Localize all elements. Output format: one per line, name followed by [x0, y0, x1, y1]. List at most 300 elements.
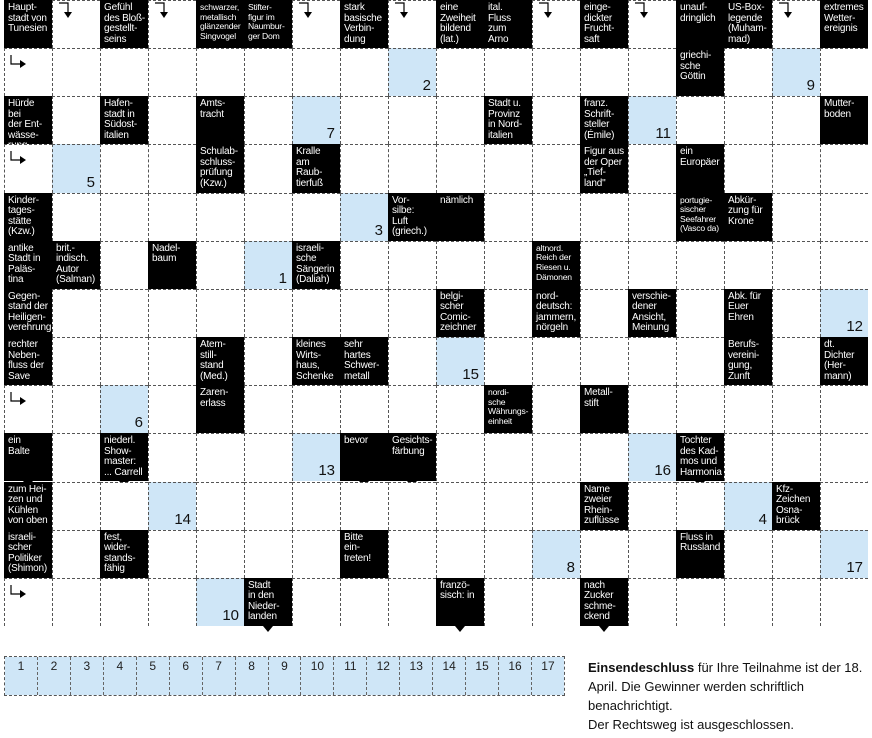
- clue-text: franzö- sisch: in: [440, 579, 475, 602]
- clue-cell: [4, 193, 52, 241]
- solution-letter-cell[interactable]: [100, 385, 148, 433]
- solution-number: 16: [654, 462, 671, 480]
- solution-number: 4: [758, 510, 767, 528]
- solution-number: 2: [422, 77, 431, 95]
- answer-cell[interactable]: [532, 144, 580, 192]
- clue-cell: [820, 96, 868, 144]
- clue-text: einge- dickter Frucht- saft: [584, 2, 615, 45]
- solution-number: 11: [655, 125, 671, 143]
- answer-cell[interactable]: [580, 193, 628, 241]
- answer-cell[interactable]: [484, 433, 532, 481]
- answer-cell[interactable]: [532, 96, 580, 144]
- answer-cell[interactable]: [820, 385, 868, 433]
- solution-letter-cell[interactable]: [628, 433, 676, 481]
- answer-cell[interactable]: [532, 578, 580, 626]
- solution-box[interactable]: 15: [465, 657, 498, 695]
- clue-cell: [340, 530, 388, 578]
- clue-cell: [340, 337, 388, 385]
- answer-cell[interactable]: [676, 578, 724, 626]
- clue-text: Kralle am Raub- tierfuß: [296, 146, 323, 189]
- answer-cell[interactable]: [148, 96, 196, 144]
- clue-cell: [724, 193, 772, 241]
- clue-cell: [292, 144, 340, 192]
- answer-cell[interactable]: [52, 289, 100, 337]
- clue-cell: [820, 337, 868, 385]
- solution-letter-cell[interactable]: [628, 96, 676, 144]
- answer-cell[interactable]: [196, 433, 244, 481]
- answer-cell[interactable]: [628, 193, 676, 241]
- clue-cell: [196, 337, 244, 385]
- answer-cell[interactable]: [292, 482, 340, 530]
- answer-cell[interactable]: [340, 241, 388, 289]
- clue-cell: [100, 530, 148, 578]
- solution-letter-cell[interactable]: [340, 193, 388, 241]
- notice-line1: für Ihre Teilnahme ist der 18. April. Die Gewinner werden schriftlich benachrichtigt.: [588, 660, 863, 713]
- answer-cell[interactable]: [340, 482, 388, 530]
- answer-cell[interactable]: [772, 144, 820, 192]
- answer-cell[interactable]: [52, 193, 100, 241]
- crossword-grid: [4, 0, 868, 626]
- answer-cell[interactable]: [628, 48, 676, 96]
- answer-cell[interactable]: [100, 193, 148, 241]
- answer-cell[interactable]: [820, 482, 868, 530]
- solution-box[interactable]: 4: [103, 657, 136, 695]
- solution-letter-cell[interactable]: [292, 96, 340, 144]
- clue-cell: [676, 193, 724, 241]
- answer-cell[interactable]: [148, 144, 196, 192]
- clue-text: unauf- dringlich: [680, 2, 716, 24]
- answer-cell[interactable]: [724, 433, 772, 481]
- answer-cell[interactable]: [532, 385, 580, 433]
- answer-cell[interactable]: [628, 337, 676, 385]
- answer-cell[interactable]: [724, 144, 772, 192]
- answer-cell[interactable]: [292, 578, 340, 626]
- solution-letter-cell[interactable]: [724, 482, 772, 530]
- answer-cell[interactable]: [100, 337, 148, 385]
- solution-number: 6: [134, 414, 143, 432]
- clue-text: Schulab- schluss- prüfung (Kzw.): [200, 146, 238, 189]
- clue-text: belgi- scher Comic- zeichner: [440, 290, 477, 334]
- answer-cell[interactable]: [724, 385, 772, 433]
- clue-cell: [820, 0, 868, 48]
- arrow-down-icon: [778, 2, 798, 27]
- clue-text: Vor- silbe: Luft (griech.): [392, 194, 427, 238]
- clue-cell: [676, 530, 724, 578]
- answer-cell[interactable]: [292, 530, 340, 578]
- arrow-down-icon: [634, 2, 654, 27]
- clue-cell: [676, 144, 724, 192]
- answer-cell[interactable]: [292, 289, 340, 337]
- clue-cell: [580, 144, 628, 192]
- arrow-right-icon: [10, 54, 30, 79]
- clue-cell: [772, 482, 820, 530]
- clue-text: nordi- sche Währungs- einheit: [488, 387, 529, 426]
- solution-box[interactable]: 16: [498, 657, 531, 695]
- answer-cell[interactable]: [148, 193, 196, 241]
- clue-text: Zaren- erlass: [200, 387, 229, 409]
- answer-cell[interactable]: [292, 193, 340, 241]
- arrow-right-icon: [10, 584, 30, 609]
- answer-cell[interactable]: [196, 289, 244, 337]
- answer-cell[interactable]: [484, 144, 532, 192]
- answer-cell[interactable]: [244, 289, 292, 337]
- solution-letter-cell[interactable]: [244, 241, 292, 289]
- answer-cell[interactable]: [676, 241, 724, 289]
- answer-cell[interactable]: [244, 48, 292, 96]
- answer-cell[interactable]: [484, 530, 532, 578]
- solution-word-strip: [4, 656, 565, 696]
- answer-cell[interactable]: [292, 385, 340, 433]
- solution-letter-cell[interactable]: [820, 530, 868, 578]
- arrow-down-icon: [298, 2, 318, 27]
- answer-cell[interactable]: [580, 48, 628, 96]
- answer-cell[interactable]: [100, 289, 148, 337]
- clue-cell: [532, 241, 580, 289]
- answer-cell[interactable]: [820, 48, 868, 96]
- clue-cell: [4, 241, 52, 289]
- answer-cell[interactable]: [196, 482, 244, 530]
- clue-text: nord- deutsch: jammern, nörgeln: [536, 290, 577, 334]
- answer-cell[interactable]: [148, 385, 196, 433]
- clue-cell: [580, 578, 628, 626]
- clue-text: franz. Schrift- steller (Émile): [584, 98, 615, 141]
- clue-cell: [196, 96, 244, 144]
- answer-cell[interactable]: [676, 337, 724, 385]
- clue-cell: [340, 0, 388, 48]
- answer-cell[interactable]: [724, 96, 772, 144]
- answer-cell[interactable]: [532, 48, 580, 96]
- answer-cell[interactable]: [676, 96, 724, 144]
- answer-cell[interactable]: [100, 48, 148, 96]
- solution-box[interactable]: 6: [169, 657, 202, 695]
- answer-cell[interactable]: [244, 482, 292, 530]
- clue-cell: [484, 0, 532, 48]
- answer-cell[interactable]: [724, 530, 772, 578]
- clue-text: Nadel- baum: [152, 242, 181, 265]
- answer-cell[interactable]: [436, 144, 484, 192]
- clue-cell: [388, 433, 436, 481]
- answer-cell[interactable]: [436, 530, 484, 578]
- answer-cell[interactable]: [388, 289, 436, 337]
- answer-cell[interactable]: [148, 337, 196, 385]
- clue-text: niederl. Show- master: ... Carrell: [104, 435, 143, 478]
- answer-cell[interactable]: [484, 48, 532, 96]
- answer-cell[interactable]: [436, 96, 484, 144]
- answer-cell[interactable]: [340, 96, 388, 144]
- answer-cell[interactable]: [148, 578, 196, 626]
- answer-cell[interactable]: [244, 96, 292, 144]
- answer-cell[interactable]: [148, 530, 196, 578]
- answer-cell[interactable]: [244, 385, 292, 433]
- answer-cell[interactable]: [388, 96, 436, 144]
- clue-text: nämlich: [440, 194, 474, 206]
- answer-cell[interactable]: [52, 337, 100, 385]
- clue-text: Haupt- stadt von Tunesien: [8, 2, 48, 34]
- answer-cell[interactable]: [52, 48, 100, 96]
- answer-cell[interactable]: [244, 433, 292, 481]
- answer-cell[interactable]: [820, 144, 868, 192]
- clue-cell: [196, 0, 244, 48]
- clue-text: Hürde bei der Ent- wässe-: [8, 98, 42, 141]
- answer-cell[interactable]: [100, 144, 148, 192]
- answer-cell[interactable]: [484, 193, 532, 241]
- answer-cell[interactable]: [340, 289, 388, 337]
- clue-text: nach Zucker schme- ckend: [584, 579, 616, 623]
- solution-letter-cell[interactable]: [436, 337, 484, 385]
- answer-cell[interactable]: [772, 433, 820, 481]
- clue-cell: [676, 48, 724, 96]
- answer-cell[interactable]: [772, 337, 820, 385]
- answer-cell[interactable]: [292, 48, 340, 96]
- answer-cell[interactable]: [580, 241, 628, 289]
- arrow-down-icon: [58, 2, 78, 27]
- clue-cell: [52, 241, 100, 289]
- answer-cell[interactable]: [340, 385, 388, 433]
- answer-cell[interactable]: [724, 48, 772, 96]
- answer-cell[interactable]: [628, 241, 676, 289]
- clue-cell: [532, 289, 580, 337]
- clue-cell: [4, 482, 52, 530]
- answer-cell[interactable]: [484, 482, 532, 530]
- answer-cell[interactable]: [580, 433, 628, 481]
- answer-cell[interactable]: [820, 433, 868, 481]
- clue-cell: [292, 241, 340, 289]
- clue-text: ein Balte: [8, 435, 30, 457]
- clue-text: Mutter- boden: [824, 98, 855, 120]
- answer-cell[interactable]: [628, 578, 676, 626]
- arrow-right-icon: [10, 391, 30, 416]
- answer-cell[interactable]: [436, 385, 484, 433]
- solution-letter-cell[interactable]: [196, 578, 244, 626]
- clue-text: US-Box- legende (Muham- mad): [728, 2, 767, 45]
- answer-cell[interactable]: [340, 144, 388, 192]
- arrow-down-icon: [154, 2, 174, 27]
- solution-number: 13: [318, 462, 335, 480]
- clue-text: portugie- sischer Seefahrer (Vasco da): [680, 194, 719, 234]
- answer-cell[interactable]: [388, 578, 436, 626]
- clue-cell: [244, 0, 292, 48]
- answer-cell[interactable]: [484, 578, 532, 626]
- clue-text: Figur aus der Oper „Tief- land": [584, 146, 624, 189]
- answer-cell[interactable]: [436, 482, 484, 530]
- answer-cell[interactable]: [676, 385, 724, 433]
- clue-text: Stadt in den Nieder- landen: [248, 579, 280, 623]
- solution-letter-cell[interactable]: [148, 482, 196, 530]
- clue-cell: [4, 0, 52, 48]
- solution-box[interactable]: 17: [531, 657, 564, 695]
- answer-cell[interactable]: [388, 385, 436, 433]
- answer-cell[interactable]: [196, 48, 244, 96]
- answer-cell[interactable]: [580, 337, 628, 385]
- clue-cell: [580, 482, 628, 530]
- clue-text: rechter Neben- fluss der Save: [8, 339, 44, 382]
- solution-box[interactable]: 2: [37, 657, 70, 695]
- answer-cell[interactable]: [388, 144, 436, 192]
- answer-cell[interactable]: [628, 482, 676, 530]
- answer-cell[interactable]: [148, 289, 196, 337]
- answer-cell[interactable]: [532, 337, 580, 385]
- clue-cell: [4, 289, 52, 337]
- solution-box[interactable]: 12: [366, 657, 399, 695]
- answer-cell[interactable]: [436, 48, 484, 96]
- clue-text: Abkür- zung für Krone: [728, 194, 763, 227]
- clue-cell: [628, 289, 676, 337]
- clue-cell: [676, 0, 724, 48]
- answer-cell[interactable]: [676, 482, 724, 530]
- answer-cell[interactable]: [628, 144, 676, 192]
- answer-cell[interactable]: [724, 241, 772, 289]
- clue-text: Gefühl des Bloß- gestellt- seins: [104, 2, 145, 45]
- solution-box[interactable]: 3: [70, 657, 103, 695]
- answer-cell[interactable]: [52, 482, 100, 530]
- answer-cell[interactable]: [388, 530, 436, 578]
- clue-cell: [100, 96, 148, 144]
- clue-text: Metall- stift: [584, 387, 613, 409]
- clue-text: Gegen- stand der Heiligen- verehrung: [8, 290, 52, 334]
- answer-cell[interactable]: [100, 578, 148, 626]
- solution-box[interactable]: 8: [235, 657, 268, 695]
- answer-cell[interactable]: [244, 530, 292, 578]
- answer-cell[interactable]: [244, 193, 292, 241]
- clue-cell: [4, 337, 52, 385]
- clue-text: Stifter- figur im Naumbur- ger Dom: [248, 2, 285, 41]
- solution-box[interactable]: 5: [136, 657, 169, 695]
- clue-text: Amts- tracht: [200, 98, 226, 120]
- clue-text: israeli- sche Sängerin (Daliah): [296, 242, 335, 286]
- answer-cell[interactable]: [772, 578, 820, 626]
- clue-cell: [148, 241, 196, 289]
- answer-cell[interactable]: [484, 337, 532, 385]
- answer-cell[interactable]: [772, 385, 820, 433]
- answer-cell[interactable]: [580, 289, 628, 337]
- clue-cell: [196, 385, 244, 433]
- clue-cell: [436, 193, 484, 241]
- arrow-down-icon: [263, 626, 273, 632]
- clue-cell: [580, 385, 628, 433]
- notice-text: [588, 658, 868, 715]
- answer-cell[interactable]: [388, 482, 436, 530]
- answer-cell[interactable]: [52, 530, 100, 578]
- answer-cell[interactable]: [628, 385, 676, 433]
- clue-cell: [724, 0, 772, 48]
- solution-letter-cell[interactable]: [388, 48, 436, 96]
- solution-letter-cell[interactable]: [772, 48, 820, 96]
- solution-letter-cell[interactable]: [820, 289, 868, 337]
- answer-cell[interactable]: [772, 96, 820, 144]
- clue-cell: [724, 337, 772, 385]
- clue-cell: [580, 96, 628, 144]
- clue-text: griechi- sche Göttin: [680, 50, 712, 83]
- answer-cell[interactable]: [772, 289, 820, 337]
- answer-cell[interactable]: [820, 193, 868, 241]
- solution-letter-cell[interactable]: [532, 530, 580, 578]
- answer-cell[interactable]: [820, 241, 868, 289]
- answer-cell[interactable]: [388, 241, 436, 289]
- answer-cell[interactable]: [340, 48, 388, 96]
- answer-cell[interactable]: [820, 578, 868, 626]
- answer-cell[interactable]: [436, 241, 484, 289]
- clue-text: Name zweier Rhein- zuflüsse: [584, 483, 620, 526]
- solution-number: 7: [326, 125, 335, 143]
- clue-text: ital. Fluss zum Arno: [488, 2, 511, 45]
- answer-cell[interactable]: [724, 578, 772, 626]
- clue-cell: [340, 433, 388, 481]
- answer-cell[interactable]: [532, 482, 580, 530]
- answer-cell[interactable]: [436, 433, 484, 481]
- answer-cell[interactable]: [772, 193, 820, 241]
- answer-cell[interactable]: [52, 433, 100, 481]
- solution-box[interactable]: 11: [333, 657, 366, 695]
- answer-cell[interactable]: [244, 337, 292, 385]
- clue-text: schwarzer, metallisch glänzender Singvogel: [200, 2, 241, 41]
- answer-cell[interactable]: [676, 289, 724, 337]
- answer-cell[interactable]: [772, 530, 820, 578]
- answer-cell[interactable]: [100, 241, 148, 289]
- notice-line2: Der Rechtsweg ist ausgeschlossen.: [588, 717, 794, 732]
- answer-cell[interactable]: [196, 193, 244, 241]
- clue-cell: [388, 193, 436, 241]
- solution-number: 12: [846, 318, 863, 336]
- answer-cell[interactable]: [532, 433, 580, 481]
- arrow-down-icon: [455, 626, 465, 632]
- answer-cell[interactable]: [484, 289, 532, 337]
- solution-number: 8: [566, 558, 575, 576]
- solution-number: 14: [174, 510, 191, 528]
- solution-number: 3: [374, 221, 383, 239]
- answer-cell[interactable]: [100, 482, 148, 530]
- answer-cell[interactable]: [52, 385, 100, 433]
- answer-cell[interactable]: [52, 96, 100, 144]
- solution-number: 9: [806, 77, 815, 95]
- answer-cell[interactable]: [340, 578, 388, 626]
- solution-number: 15: [462, 366, 479, 384]
- solution-letter-cell[interactable]: [292, 433, 340, 481]
- answer-cell[interactable]: [196, 530, 244, 578]
- clue-cell: [436, 289, 484, 337]
- clue-text: Tochter des Kad- mos und Harmonia: [680, 435, 722, 478]
- answer-cell[interactable]: [196, 241, 244, 289]
- answer-cell[interactable]: [580, 530, 628, 578]
- answer-cell[interactable]: [628, 530, 676, 578]
- solution-box[interactable]: 9: [268, 657, 301, 695]
- clue-text: kleines Wirts- haus, Schenke: [296, 339, 334, 382]
- solution-number: 1: [278, 269, 287, 287]
- answer-cell[interactable]: [772, 241, 820, 289]
- notice-deadline-label: Einsendeschluss: [588, 660, 695, 675]
- answer-cell[interactable]: [532, 193, 580, 241]
- answer-cell[interactable]: [244, 144, 292, 192]
- answer-cell[interactable]: [148, 433, 196, 481]
- clue-text: Bitte ein- treten!: [344, 531, 371, 564]
- solution-box[interactable]: 13: [399, 657, 432, 695]
- clue-text: Berufs- vereini- gung, Zunft: [728, 339, 760, 382]
- solution-number: 5: [86, 173, 95, 191]
- clue-text: fest, wider- stands- fähig: [104, 531, 136, 575]
- answer-cell[interactable]: [388, 337, 436, 385]
- arrow-down-icon: [394, 2, 414, 27]
- solution-letter-cell[interactable]: [52, 144, 100, 192]
- clue-text: brit.- indisch. Autor (Salman): [56, 242, 95, 286]
- answer-cell[interactable]: [484, 241, 532, 289]
- solution-box[interactable]: 1: [5, 657, 37, 695]
- answer-cell[interactable]: [148, 48, 196, 96]
- solution-box[interactable]: 10: [300, 657, 333, 695]
- clue-text: zum Hei- zen und Kühlen von oben: [8, 483, 48, 526]
- answer-cell[interactable]: [52, 578, 100, 626]
- clue-cell: [100, 0, 148, 48]
- solution-box[interactable]: 7: [202, 657, 235, 695]
- solution-box[interactable]: 14: [432, 657, 465, 695]
